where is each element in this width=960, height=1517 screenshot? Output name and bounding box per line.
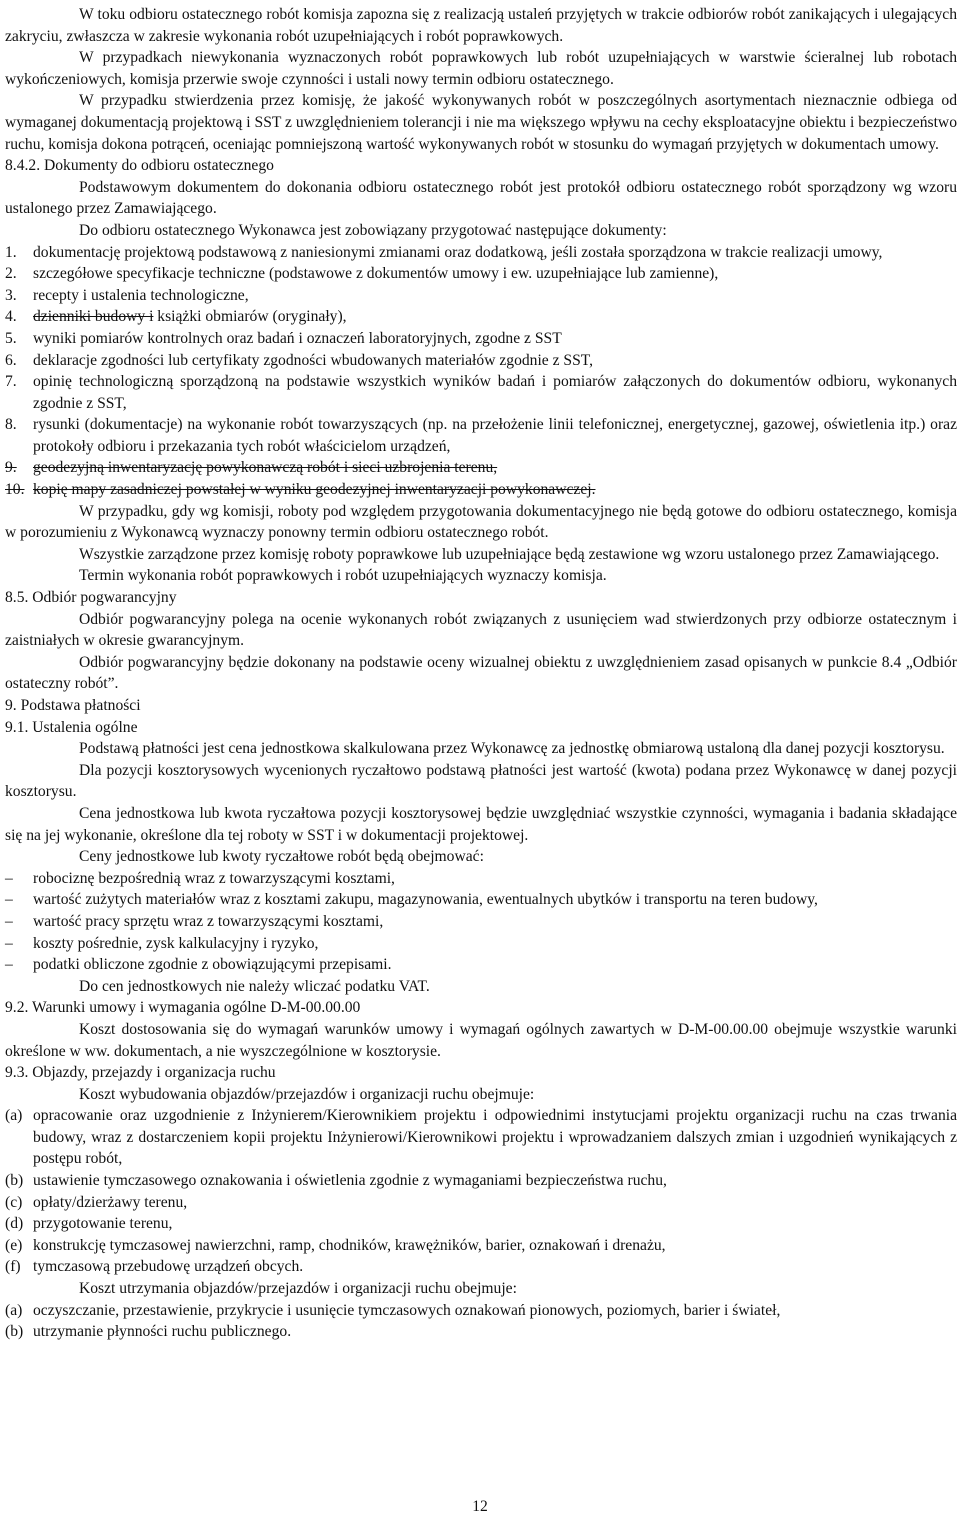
list-item xyxy=(5,328,957,350)
paragraph: Dla pozycji kosztorysowych wycenionych ryczałtowo podstawą płatności jest wartość (kwota) podana przez Wykonawcę w danej pozycji kosztorysu. xyxy=(5,761,957,801)
document-page xyxy=(5,4,957,1343)
paragraph: Koszt wybudowania objazdów/przejazdów i organizacji ruchu obejmuje: xyxy=(79,1085,535,1103)
list-text: koszty pośrednie, zysk kalkulacyjny i ryzyko, xyxy=(33,934,319,952)
list-item-struck xyxy=(5,457,957,479)
paragraph: Do odbioru ostatecznego Wykonawca jest zobowiązany przygotować następujące dokumenty: xyxy=(79,221,667,239)
paragraph: Ceny jednostkowe lub kwoty ryczałtowe robót będą obejmować: xyxy=(79,848,484,866)
section-heading-8-4-2: 8.4.2. Dokumenty do odbioru ostatecznego xyxy=(5,157,274,175)
list-item xyxy=(5,1256,957,1278)
list-item xyxy=(5,868,957,890)
list-text: opinię technologiczną sporządzoną na podstawie wszystkich wyników badań i pomiarów załączonych do dokumentów odbioru, wykonanych zgodnie z SST, xyxy=(33,373,957,412)
paragraph: Odbiór pogwarancyjny polega na ocenie wykonanych robót związanych z usunięciem wad stwierdzonych przy odbiorze ostatecznym i zaistniałych w okresie gwarancyjnym. xyxy=(5,610,957,650)
list-letter: (d) xyxy=(5,1215,24,1233)
list-item xyxy=(5,1300,957,1322)
list-text: geodezyjną inwentaryzację powykonawczą robót i sieci uzbrojenia terenu, xyxy=(33,459,498,477)
paragraph: Podstawą płatności jest cena jednostkowa skalkulowana przez Wykonawcę za jednostkę obmiarową ustaloną dla danej pozycji kosztorysu. xyxy=(79,740,945,758)
list-text: podatki obliczone zgodnie z obowiązującymi przepisami. xyxy=(33,956,392,974)
page-number: 12 xyxy=(472,1498,488,1515)
list-text: oczyszczanie, przestawienie, przykrycie i usunięcie tymczasowych oznakowań pionowych, poziomych, barier i świateł, xyxy=(33,1301,781,1319)
list-item xyxy=(5,1170,957,1192)
list-number: 8. xyxy=(5,416,17,434)
paragraph: Wszystkie zarządzone przez komisję roboty poprawkowe lub uzupełniające będą zestawione wg wzoru ustalonego przez Zamawiającego. xyxy=(79,545,940,563)
dash-bullet: – xyxy=(5,869,13,887)
list-text xyxy=(33,306,957,328)
list-item xyxy=(5,242,957,264)
list-letter: (a) xyxy=(5,1107,23,1125)
list-text: robociznę bezpośrednią wraz z towarzyszącymi kosztami, xyxy=(33,869,395,887)
list-item xyxy=(5,1213,957,1235)
price-components-list xyxy=(5,868,957,976)
list-number: 10. xyxy=(5,481,25,499)
section-heading-9-2: 9.2. Warunki umowy i wymagania ogólne D-M-00.00.00 xyxy=(5,999,361,1017)
list-item xyxy=(5,911,957,933)
list-text: rysunki (dokumentacje) na wykonanie robót towarzyszących (np. na przełożenie linii telefonicznej, energetycznej, gazowej, oświetlenia itp.) oraz protokoły odbioru i przekazania tych robót właścicielom urządzeń, xyxy=(33,416,957,455)
list-number: 5. xyxy=(5,329,17,347)
list-text: tymczasową przebudowę urządzeń obcych. xyxy=(33,1258,304,1276)
list-text: opracowanie oraz uzgodnienie z Inżynierem/Kierownikiem projektu i odpowiednimi instytucjami projektu organizacji ruchu na czas trwania budowy, wraz z dostarczeniem kopii projektu Inżynierowi/Kierownikowi projektu i wprowadzaniem dalszych zmian i uzgodnień wynikających z postępu robót, xyxy=(33,1107,957,1168)
paragraph: Cena jednostkowa lub kwota ryczałtowa pozycji kosztorysowej będzie uwzględniać wszystkie czynności, wymagania i badania składające się na jej wykonanie, określone dla tej roboty w SST i w dokumentacji projektowej. xyxy=(5,804,957,844)
list-number: 3. xyxy=(5,286,17,304)
paragraph: Koszt dostosowania się do wymagań warunków umowy i wymagań ogólnych zawartych w D-M-00.00.00 obejmuje wszystkie warunki określone w ww. dokumentach, a nie wyszczególnione w kosztorysie. xyxy=(5,1020,957,1060)
list-item xyxy=(5,285,957,307)
section-heading-9-1: 9.1. Ustalenia ogólne xyxy=(5,718,138,736)
list-text: deklaracje zgodności lub certyfikaty zgodności wbudowanych materiałów zgodnie z SST, xyxy=(33,351,594,369)
paragraph: Termin wykonania robót poprawkowych i robót uzupełniających wyznaczy komisja. xyxy=(79,567,607,585)
list-letter: (f) xyxy=(5,1258,21,1276)
dash-bullet: – xyxy=(5,934,13,952)
documents-list xyxy=(5,242,957,501)
list-item xyxy=(5,306,957,328)
struck-text: dzienniki budowy i xyxy=(33,308,154,326)
list-text: konstrukcję tymczasowej nawierzchni, ramp, chodników, krawężników, barier, oznakowań i drenażu, xyxy=(33,1236,666,1254)
paragraph: Koszt utrzymania objazdów/przejazdów i organizacji ruchu obejmuje: xyxy=(79,1280,517,1298)
list-item xyxy=(5,1235,957,1257)
list-item xyxy=(5,1192,957,1214)
dash-bullet: – xyxy=(5,891,13,909)
list-text-rest: książki obmiarów (oryginały), xyxy=(153,308,347,326)
list-number: 4. xyxy=(5,308,17,326)
paragraph: W przypadku stwierdzenia przez komisję, że jakość wykonywanych robót w poszczególnych asortymentach nieznacznie odbiega od wymaganej dokumentacją projektową i SST z uwzględnieniem tolerancji i nie ma większego wpływu na cechy eksploatacyjne obiektu i bezpieczeństwo ruchu, komisja dokona potrąceń, oceniając pomniejszoną wartość wykonywanych robót w stosunku do wymagań przyjętych w dokumentach umowy. xyxy=(5,92,957,153)
paragraph: Podstawowym dokumentem do dokonania odbioru ostatecznego robót jest protokół odbioru ostatecznego robót sporządzony wg wzoru ustalonego przez Zamawiającego. xyxy=(5,178,957,218)
list-item xyxy=(5,350,957,372)
paragraph: W przypadku, gdy wg komisji, roboty pod względem przygotowania dokumentacyjnego nie będą gotowe do odbioru ostatecznego, komisja w porozumieniu z Wykonawcą wyznaczy ponowny termin odbioru ostatecznego robót. xyxy=(5,502,957,542)
list-text: ustawienie tymczasowego oznakowania i oświetlenia zgodnie z wymaganiami bezpieczeństwa ruchu, xyxy=(33,1172,667,1190)
list-text: recepty i ustalenia technologiczne, xyxy=(33,286,249,304)
list-letter: (b) xyxy=(5,1323,24,1341)
detour-construction-list xyxy=(5,1105,957,1278)
list-text: wartość pracy sprzętu wraz z towarzyszącymi kosztami, xyxy=(33,912,384,930)
paragraph: Odbiór pogwarancyjny będzie dokonany na podstawie oceny wizualnej obiektu z uwzględnieniem zasad opisanych w punkcie 8.4 „Odbiór ostateczny robót”. xyxy=(5,653,957,693)
list-text: szczegółowe specyfikacje techniczne (podstawowe z dokumentów umowy i ew. uzupełniające lub zamienne), xyxy=(33,265,719,283)
list-item-struck xyxy=(5,479,957,501)
list-text: przygotowanie terenu, xyxy=(33,1215,173,1233)
list-letter: (a) xyxy=(5,1301,23,1319)
list-text: kopię mapy zasadniczej powstałej w wyniku geodezyjnej inwentaryzacji powykonawczej. xyxy=(33,481,596,499)
list-item xyxy=(5,1321,957,1343)
list-text: opłaty/dzierżawy terenu, xyxy=(33,1193,188,1211)
section-heading-8-5: 8.5. Odbiór pogwarancyjny xyxy=(5,589,177,607)
list-item xyxy=(5,933,957,955)
list-text: utrzymanie płynności ruchu publicznego. xyxy=(33,1323,292,1341)
list-text: dokumentację projektową podstawową z naniesionymi zmianami oraz dodatkową, jeśli została sporządzona w trakcie realizacji umowy, xyxy=(33,243,883,261)
section-heading-9: 9. Podstawa płatności xyxy=(5,697,141,714)
list-number: 2. xyxy=(5,265,17,283)
list-item xyxy=(5,371,957,414)
list-item xyxy=(5,263,957,285)
list-number: 9. xyxy=(5,459,17,477)
section-heading-9-3: 9.3. Objazdy, przejazdy i organizacja ruchu xyxy=(5,1064,276,1082)
paragraph: W toku odbioru ostatecznego robót komisja zapozna się z realizacją ustaleń przyjętych w trakcie odbiorów robót zanikających i ulegających zakryciu, zwłaszcza w zakresie wykonania robót uzupełniających i robót poprawkowych. xyxy=(5,6,957,45)
paragraph: Do cen jednostkowych nie należy wliczać podatku VAT. xyxy=(79,977,430,995)
list-letter: (e) xyxy=(5,1236,23,1254)
list-text: wyniki pomiarów kontrolnych oraz badań i oznaczeń laboratoryjnych, zgodne z SST xyxy=(33,329,562,347)
list-number: 6. xyxy=(5,351,17,369)
list-item xyxy=(5,414,957,457)
list-letter: (b) xyxy=(5,1172,24,1190)
dash-bullet: – xyxy=(5,912,13,930)
list-number: 7. xyxy=(5,373,17,391)
list-item xyxy=(5,954,957,976)
list-item xyxy=(5,889,957,911)
list-item xyxy=(5,1105,957,1170)
list-letter: (c) xyxy=(5,1193,23,1211)
list-text: wartość zużytych materiałów wraz z kosztami zakupu, magazynowania, ewentualnych ubytków i transportu na teren budowy, xyxy=(33,891,818,909)
list-number: 1. xyxy=(5,243,17,261)
detour-maintenance-list xyxy=(5,1300,957,1343)
paragraph: W przypadkach niewykonania wyznaczonych robót poprawkowych lub robót uzupełniających w warstwie ścieralnej lub robotach wykończeniowych, komisja przerwie swoje czynności i ustali nowy termin odbioru ostatecznego. xyxy=(5,49,957,88)
dash-bullet: – xyxy=(5,956,13,974)
